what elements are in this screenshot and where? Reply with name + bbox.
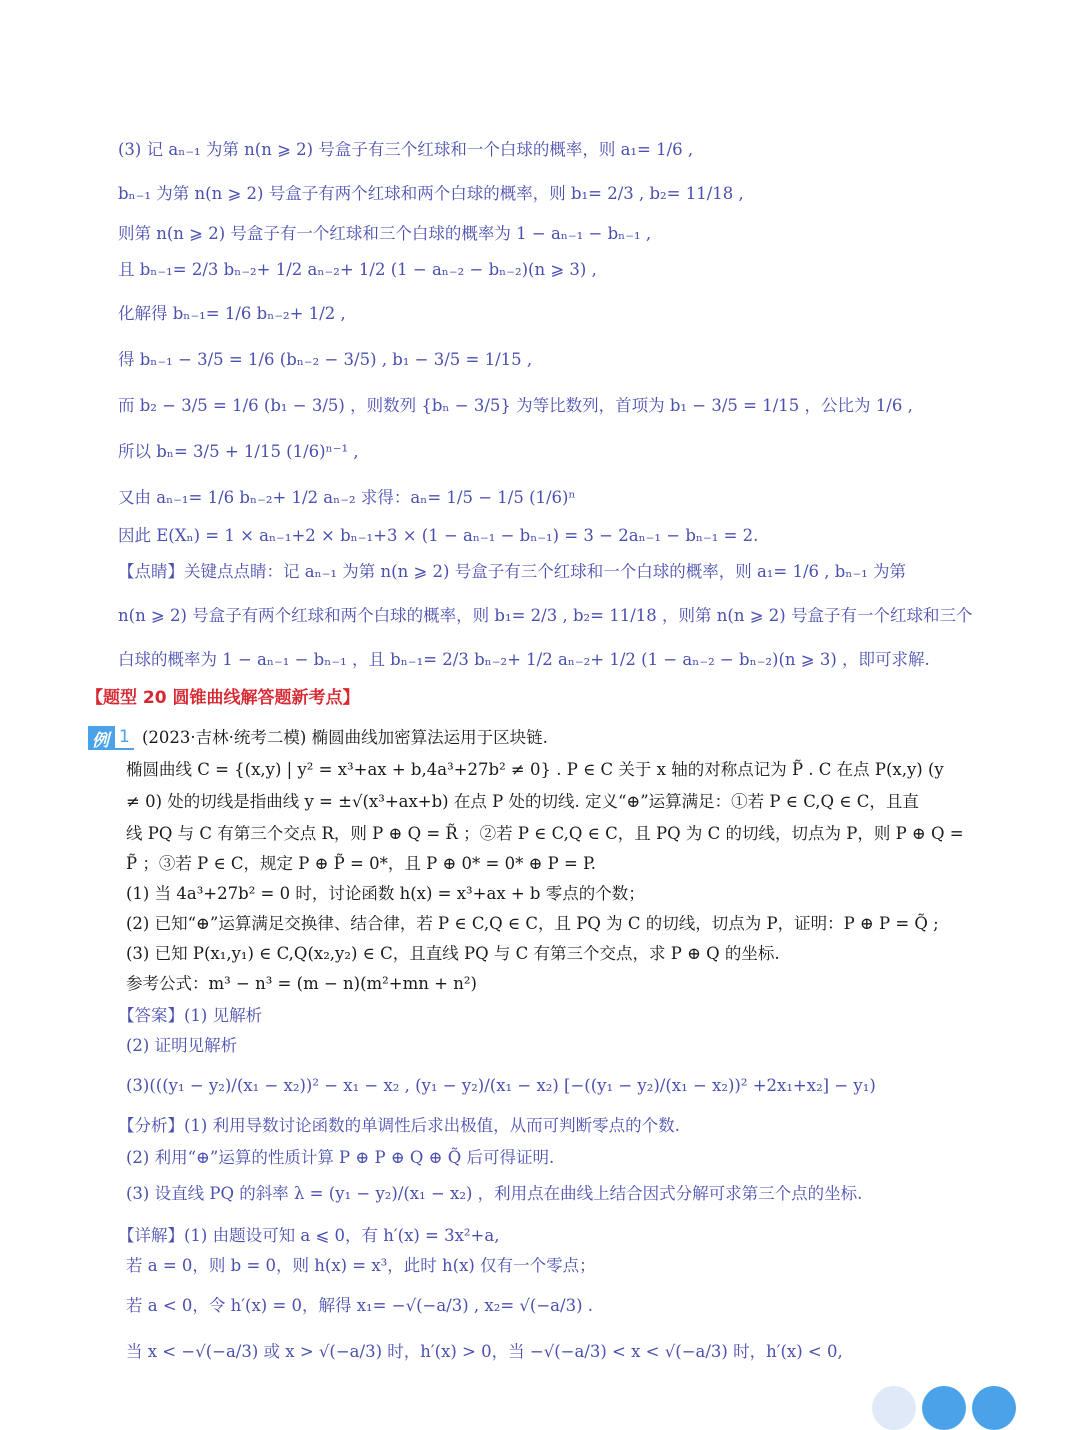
solution-line: 则第 n(n ⩾ 2) 号盒子有一个红球和三个白球的概率为 1 − aₙ₋₁ − bₙ₋₁ , [118,224,652,243]
solution-line: (3) 记 aₙ₋₁ 为第 n(n ⩾ 2) 号盒子有三个红球和一个白球的概率，则 a₁= 1/6 , [118,140,694,159]
example-number: 1 [115,726,134,750]
detail-line: 若 a < 0，令 h′(x) = 0，解得 x₁= −√(−a/3) , x₂= √(−a/3) . [126,1296,593,1315]
answer-line: 【答案】(1) 见解析 [118,1006,263,1025]
solution-line: bₙ₋₁ 为第 n(n ⩾ 2) 号盒子有两个红球和两个白球的概率，则 b₁= 2/3 , b₂= 11/18 , [118,184,744,203]
detail-line: 【详解】(1) 由题设可知 a ⩽ 0，有 h′(x) = 3x²+a, [118,1226,500,1245]
problem-line: 参考公式：m³ − n³ = (m − n)(m²+mn + n²) [126,974,477,993]
example-badge [88,726,134,750]
problem-line: 线 PQ 与 C 有第三个交点 R，则 P ⊕ Q = R̃ ；②若 P ∈ C,Q ∈ C，且 PQ 为 C 的切线，切点为 P，则 P ⊕ Q = [126,824,964,843]
analysis-line: 【分析】(1) 利用导数讨论函数的单调性后求出极值，从而可判断零点的个数. [118,1116,680,1135]
solution-line: n(n ⩾ 2) 号盒子有两个红球和两个白球的概率，则 b₁= 2/3 , b₂= 11/18 ，则第 n(n ⩾ 2) 号盒子有一个红球和三个 [118,606,973,625]
analysis-line: (3) 设直线 PQ 的斜率 λ = (y₁ − y₂)/(x₁ − x₂) ，利用点在曲线上结合因式分解可求第三个点的坐标. [126,1184,863,1203]
problem-line: ≠ 0) 处的切线是指曲线 y = ±√(x³+ax+b) 在点 P 处的切线. 定义“⊕”运算满足：①若 P ∈ C,Q ∈ C，且直 [126,792,919,811]
solution-line: 因此 E(Xₙ) = 1 × aₙ₋₁+2 × bₙ₋₁+3 × (1 − aₙ₋₁ − bₙ₋₁) = 3 − 2aₙ₋₁ − bₙ₋₁ = 2. [118,526,759,545]
problem-line: (3) 已知 P(x₁,y₁) ∈ C,Q(x₂,y₂) ∈ C，且直线 PQ 与 C 有第三个交点，求 P ⊕ Q 的坐标. [126,944,780,963]
solution-line: 且 bₙ₋₁= 2/3 bₙ₋₂+ 1/2 aₙ₋₂+ 1/2 (1 − aₙ₋₂ − bₙ₋₂)(n ⩾ 3) , [118,260,597,279]
problem-line: (1) 当 4a³+27b² = 0 时，讨论函数 h(x) = x³+ax + b 零点的个数； [126,884,645,903]
decorative-dot [922,1386,966,1430]
example-source: (2023·吉林·统考二模) 椭圆曲线加密算法运用于区块链. [142,728,548,747]
detail-line: 当 x < −√(−a/3) 或 x > √(−a/3) 时，h′(x) > 0，当 −√(−a/3) < x < √(−a/3) 时，h′(x) < 0, [126,1342,843,1361]
problem-line: 椭圆曲线 C = {(x,y) | y² = x³+ax + b,4a³+27b² ≠ 0} . P ∈ C 关于 x 轴的对称点记为 P̃ . C 在点 P(x,y) (y [126,760,944,779]
problem-line: P̃ ；③若 P ∈ C，规定 P ⊕ P̃ = 0*，且 P ⊕ 0* = 0* ⊕ P = P. [126,854,597,873]
decorative-dot [972,1386,1016,1430]
detail-line: 若 a = 0，则 b = 0，则 h(x) = x³，此时 h(x) 仅有一个零点； [126,1256,596,1275]
decorative-dot [872,1386,916,1430]
solution-line: 白球的概率为 1 − aₙ₋₁ − bₙ₋₁ ，且 bₙ₋₁= 2/3 bₙ₋₂+ 1/2 aₙ₋₂+ 1/2 (1 − aₙ₋₂ − bₙ₋₂)(n ⩾ 3) ，即可求解. [118,650,930,669]
section-heading: 【题型 20 圆锥曲线解答题新考点】 [86,688,360,708]
solution-line: 而 b₂ − 3/5 = 1/6 (b₁ − 3/5) ，则数列 {bₙ − 3/5} 为等比数列，首项为 b₁ − 3/5 = 1/15 ，公比为 1/6 , [118,396,913,415]
answer-line: (2) 证明见解析 [126,1036,238,1055]
solution-line: 所以 bₙ= 3/5 + 1/15 (1/6)ⁿ⁻¹ , [118,442,359,461]
example-label: 例 [88,726,115,750]
solution-line: 又由 aₙ₋₁= 1/6 bₙ₋₂+ 1/2 aₙ₋₂ 求得：aₙ= 1/5 − 1/5 (1/6)ⁿ [118,488,576,507]
problem-line: (2) 已知“⊕”运算满足交换律、结合律，若 P ∈ C,Q ∈ C，且 PQ 为 C 的切线，切点为 P，证明：P ⊕ P = Q̃ ; [126,914,939,933]
analysis-line: (2) 利用“⊕”运算的性质计算 P ⊕ P ⊕ Q ⊕ Q̃ 后可得证明. [126,1148,555,1167]
solution-line: 得 bₙ₋₁ − 3/5 = 1/6 (bₙ₋₂ − 3/5) , b₁ − 3/5 = 1/15 , [118,350,533,369]
solution-line: 化解得 bₙ₋₁= 1/6 bₙ₋₂+ 1/2 , [118,304,346,323]
answer-line: (3)(((y₁ − y₂)/(x₁ − x₂))² − x₁ − x₂ , (y₁ − y₂)/(x₁ − x₂) [−((y₁ − y₂)/(x₁ − x₂))² +2x₁+x₂] − y₁) [126,1076,876,1095]
solution-line: 【点睛】关键点点睛：记 aₙ₋₁ 为第 n(n ⩾ 2) 号盒子有三个红球和一个白球的概率，则 a₁= 1/6 , bₙ₋₁ 为第 [118,562,907,581]
